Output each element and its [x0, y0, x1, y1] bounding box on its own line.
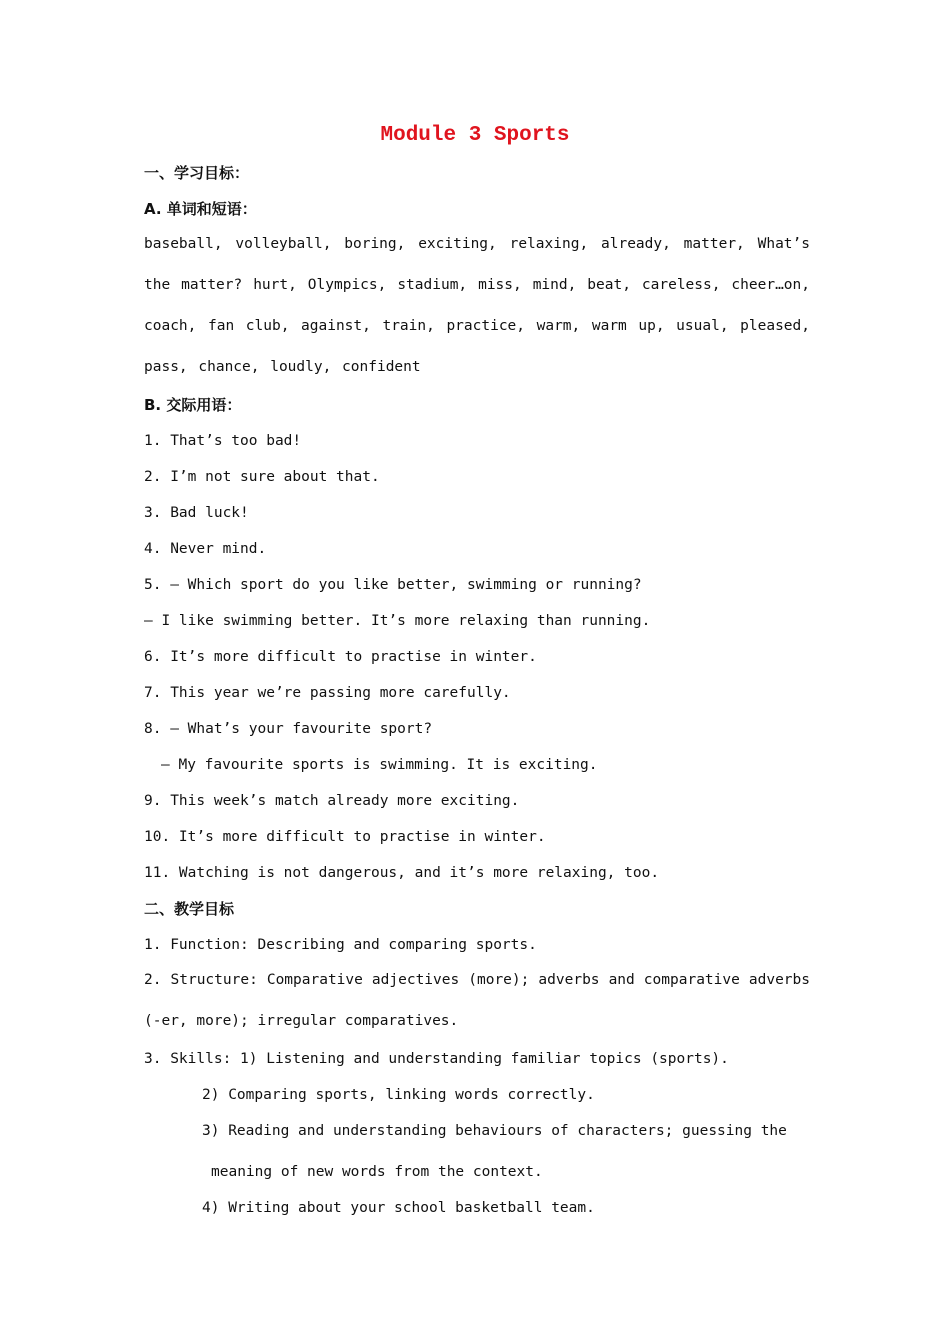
section-heading-teaching-goals: 二、教学目标 [144, 900, 235, 918]
vocabulary-paragraph: baseball, volleyball, boring, exciting, relaxing, already, matter, What’s the matter? hurt, Olympics, stadium, miss, mind, beat, careless, cheer…on, coach, fan club, against, train, practice, warm, warm up, usual, pleased, pass, chance, loudly, confident [144, 236, 810, 375]
skill-reading-continued: meaning of new words from the context. [211, 1164, 543, 1180]
subheading-vocabulary: A. 单词和短语： [144, 200, 257, 218]
document-title: Module 3 Sports [380, 124, 570, 147]
section-heading-learning-goals: 一、学习目标： [144, 164, 250, 182]
skill-writing: 4) Writing about your school basketball team. [202, 1200, 595, 1216]
expression-line: 11. Watching is not dangerous, and it’s more relaxing, too. [144, 865, 660, 881]
skill-comparing: 2) Comparing sports, linking words correctly. [202, 1087, 595, 1103]
expression-line: — My favourite sports is swimming. It is exciting. [161, 757, 598, 773]
expression-line: 3. Bad luck! [144, 505, 249, 521]
expression-line: 2. I’m not sure about that. [144, 469, 380, 485]
skill-reading: 3) Reading and understanding behaviours of characters; guessing the [202, 1123, 787, 1139]
expression-line: 6. It’s more difficult to practise in winter. [144, 649, 537, 665]
goal-structure: 2. Structure: Comparative adjectives (more); adverbs and comparative adverbs (-er, more); irregular comparatives. [144, 972, 810, 1029]
expression-line: 4. Never mind. [144, 541, 267, 557]
expression-line: — I like swimming better. It’s more relaxing than running. [144, 613, 651, 629]
expression-line: 8. — What’s your favourite sport? [144, 721, 433, 737]
expression-line: 7. This year we’re passing more carefully. [144, 685, 511, 701]
subheading-expressions: B. 交际用语： [144, 396, 242, 414]
expression-line: 1. That’s too bad! [144, 433, 302, 449]
expression-line: 9. This week’s match already more exciting. [144, 793, 520, 809]
goal-function: 1. Function: Describing and comparing sports. [144, 937, 537, 953]
expression-line: 10. It’s more difficult to practise in winter. [144, 829, 546, 845]
expression-line: 5. — Which sport do you like better, swimming or running? [144, 577, 642, 593]
document-body [144, 160, 810, 1231]
goal-skills: 3. Skills: 1) Listening and understanding familiar topics (sports). [144, 1051, 729, 1067]
